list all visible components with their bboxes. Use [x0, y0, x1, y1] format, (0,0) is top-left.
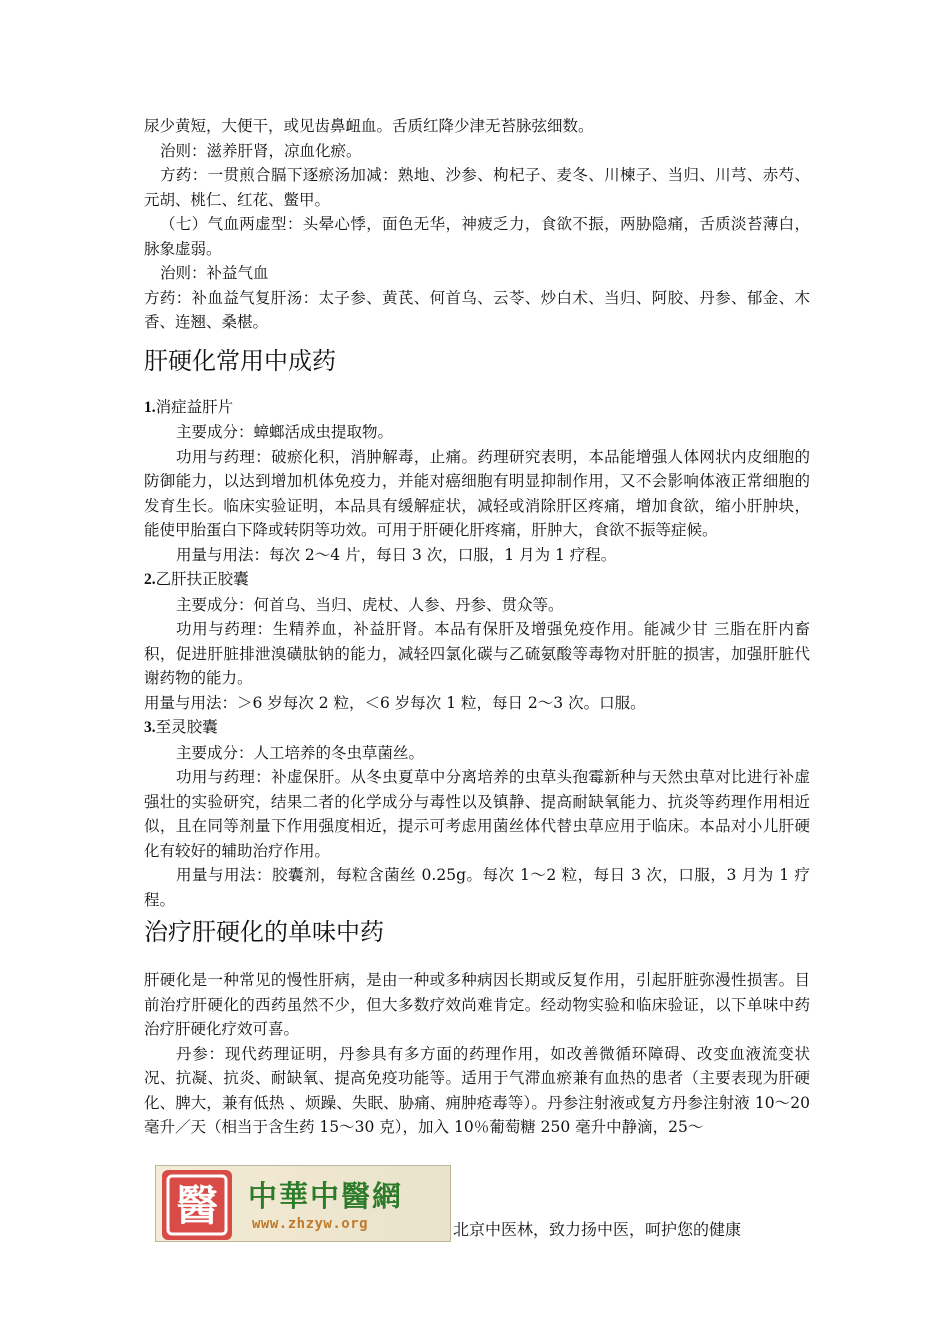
- paragraph: 功用与药理：补虚保肝。从冬虫夏草中分离培养的虫草头孢霉新种与天然虫草对比进行补虚强壮的实验研究，结果二者的化学成分与毒性以及镇静、提高耐缺氧能力、抗炎等药理作用相近似，且在同等剂量下作用强度相近，提示可考虑用菌丝体代替虫草应用于临床。本品对小儿肝硬化有较好的辅助治疗作用。: [144, 768, 810, 860]
- paragraph: 主要成分：人工培养的冬虫草菌丝。: [176, 743, 425, 762]
- paragraph: 用量与用法：胶囊剂，每粒含菌丝 0.25g。每次 1～2 粒，每日 3 次，口服，3 月为 1 疗程。: [144, 866, 810, 909]
- paragraph: 丹参：现代药理证明，丹参具有多方面的药理作用，如改善微循环障碍、改变血液流变状况、抗凝、抗炎、耐缺氧、提高免疫功能等。适用于气滞血瘀兼有血热的患者（主要表现为肝硬化、脾大，兼有低热 、烦躁、失眠、胁痛、痈肿疮毒等）。丹参注射液或复方丹参注射液 10～20 毫升／天（相当于含生药 15～30 克），加入 10％葡萄糖 250 毫升中静滴，25～: [144, 1044, 810, 1136]
- logo-text: 中華中醫網: [248, 1179, 404, 1213]
- paragraph: （七）气血两虚型：头晕心悸，面色无华，神疲乏力，食欲不振，两胁隐痛，舌质淡苔薄白，脉象虚弱。: [144, 215, 810, 258]
- document-body: [144, 114, 810, 1140]
- item-number: 1.: [144, 398, 156, 416]
- paragraph: 用量与用法：每次 2～4 片，每日 3 次，口服，1 月为 1 疗程。: [176, 545, 617, 564]
- item-name: 乙肝扶正胶囊: [155, 570, 249, 588]
- item-heading: [144, 567, 810, 593]
- paragraph: 方药：一贯煎合膈下逐瘀汤加减：熟地、沙参、枸杞子、麦冬、川楝子、当归、川芎、赤芍、元胡、桃仁、红花、鳖甲。: [144, 166, 810, 209]
- paragraph: 用量与用法：＞6 岁每次 2 粒，＜6 岁每次 1 粒，每日 2～3 次。口服。: [144, 693, 646, 712]
- seal-char: 醫: [175, 1181, 219, 1230]
- paragraph: 方药：补血益气复肝汤：太子参、黄芪、何首乌、云苓、炒白术、当归、阿胶、丹参、郁金、木香、连翘、桑椹。: [144, 288, 810, 331]
- site-logo: [155, 1165, 451, 1242]
- paragraph: 功用与药理：破瘀化积，消肿解毒，止痛。药理研究表明，本品能增强人体网状内皮细胞的防御能力，以达到增加机体免疫力，并能对癌细胞有明显抑制作用，又不会影响体液正常细胞的发育生长。临床实验证明，本品具有缓解症状，减轻或消除肝区疼痛，增加食欲，缩小肝肿块，能使甲胎蛋白下降或转阴等功效。可用于肝硬化肝疼痛，肝肿大，食欲不振等症候。: [144, 447, 810, 539]
- paragraph: 主要成分：何首乌、当归、虎杖、人参、丹参、贯众等。: [176, 595, 564, 614]
- paragraph: 治则：滋养肝肾，凉血化瘀。: [160, 141, 362, 160]
- page-footer: [155, 1165, 795, 1245]
- section-heading: 治疗肝硬化的单味中药: [144, 918, 384, 946]
- paragraph: 功用与药理：生精养血，补益肝肾。本品有保肝及增强免疫作用。能减少甘 三脂在肝内畜积，促进肝脏排泄溴磺肽钠的能力，减轻四氯化碳与乙硫氨酸等毒物对肝脏的损害，加强肝脏代谢药物的能力。: [144, 620, 810, 687]
- item-heading: [144, 395, 810, 421]
- logo-url: www.zhzyw.org: [252, 1216, 369, 1232]
- paragraph: 治则：补益气血: [160, 264, 269, 282]
- item-name: 消症益肝片: [155, 397, 234, 416]
- seal-icon: [162, 1170, 232, 1240]
- item-heading: [144, 715, 810, 741]
- footer-tagline: 北京中医林，致力扬中医，呵护您的健康: [453, 1220, 742, 1239]
- item-number: 3.: [144, 719, 156, 736]
- paragraph: 主要成分：蟑螂活成虫提取物。: [176, 423, 394, 441]
- paragraph: 肝硬化是一种常见的慢性肝病，是由一种或多种病因长期或反复作用，引起肝脏弥漫性损害。目前治疗肝硬化的西药虽然不少，但大多数疗效尚难肯定。经动物实验和临床验证，以下单味中药治疗肝硬化疗效可喜。: [144, 971, 810, 1038]
- paragraph: 尿少黄短，大便干，或见齿鼻衄血。舌质红降少津无苔脉弦细数。: [144, 117, 594, 135]
- item-name: 至灵胶囊: [155, 718, 218, 736]
- item-number: 2.: [144, 571, 156, 588]
- section-heading: 肝硬化常用中成药: [144, 346, 336, 375]
